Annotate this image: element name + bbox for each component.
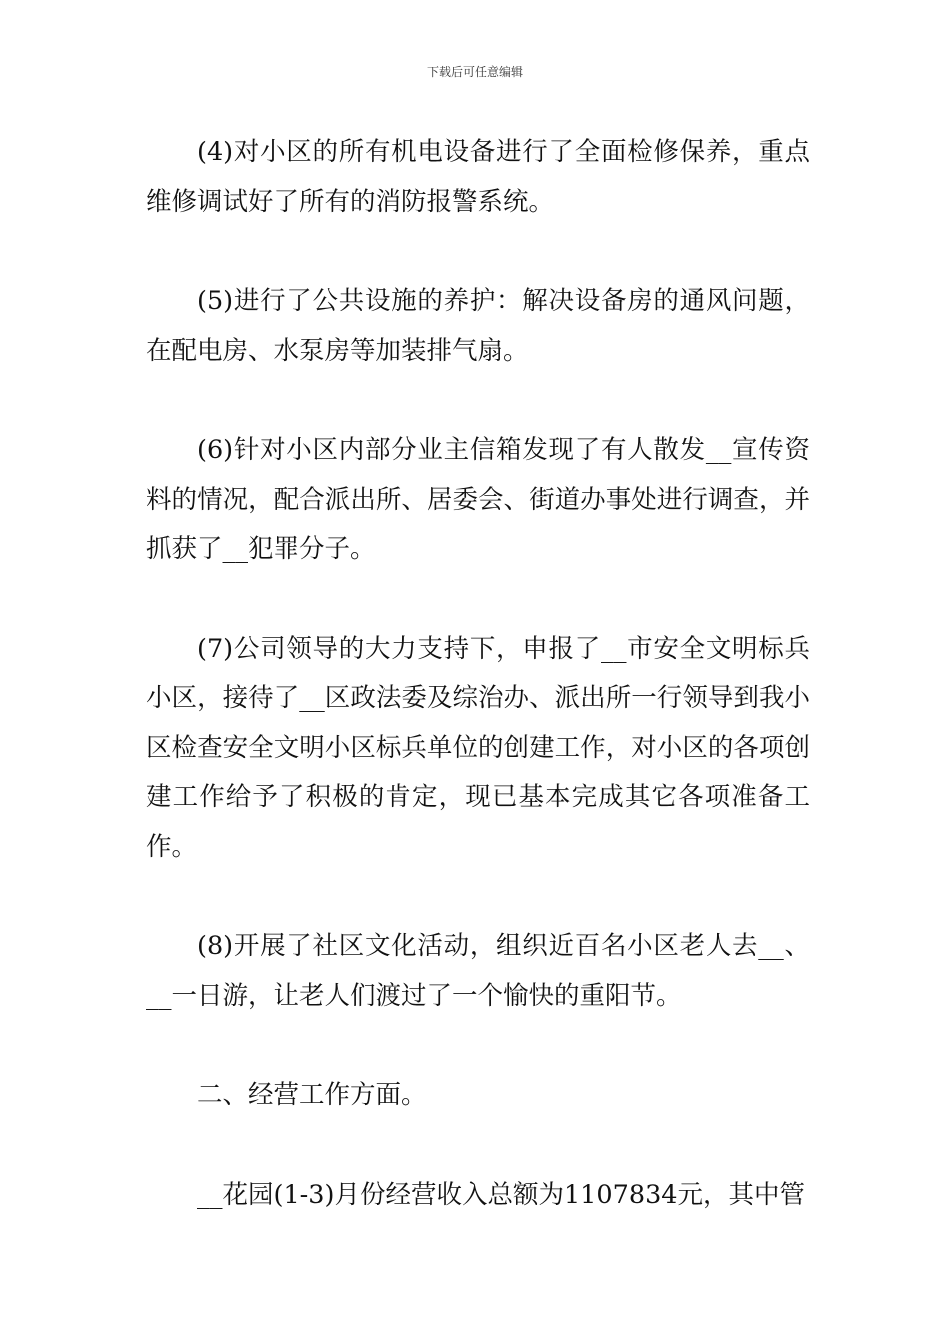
paragraph-revenue: __花园(1-3)月份经营收入总额为1107834元，其中管 [197,1179,806,1210]
document-body [146,128,810,1220]
paragraph-5: (5)进行了公共设施的养护：解决设备房的通风问题，在配电房、水泵房等加装排气扇。 [146,286,810,366]
paragraph-8: (8)开展了社区文化活动，组织近百名小区老人去__、__一日游，让老人们渡过了一个愉快的重阳节。 [146,931,810,1011]
section-heading-business: 二、经营工作方面。 [197,1080,427,1110]
page-header: 下载后可任意编辑 [426,65,523,79]
paragraph-4: (4)对小区的所有机电设备进行了全面检修保养，重点维修调试好了所有的消防报警系统。 [146,137,810,217]
paragraph-7: (7)公司领导的大力支持下，申报了__市安全文明标兵小区，接待了__区政法委及综治办、派出所一行领导到我小区检查安全文明小区标兵单位的创建工作，对小区的各项创建工作给予了积极的肯定，现已基本完成其它各项准备工作。 [146,633,810,862]
paragraph-6: (6)针对小区内部分业主信箱发现了有人散发__宣传资料的情况，配合派出所、居委会、街道办事处进行调查，并抓获了__犯罪分子。 [146,435,810,564]
